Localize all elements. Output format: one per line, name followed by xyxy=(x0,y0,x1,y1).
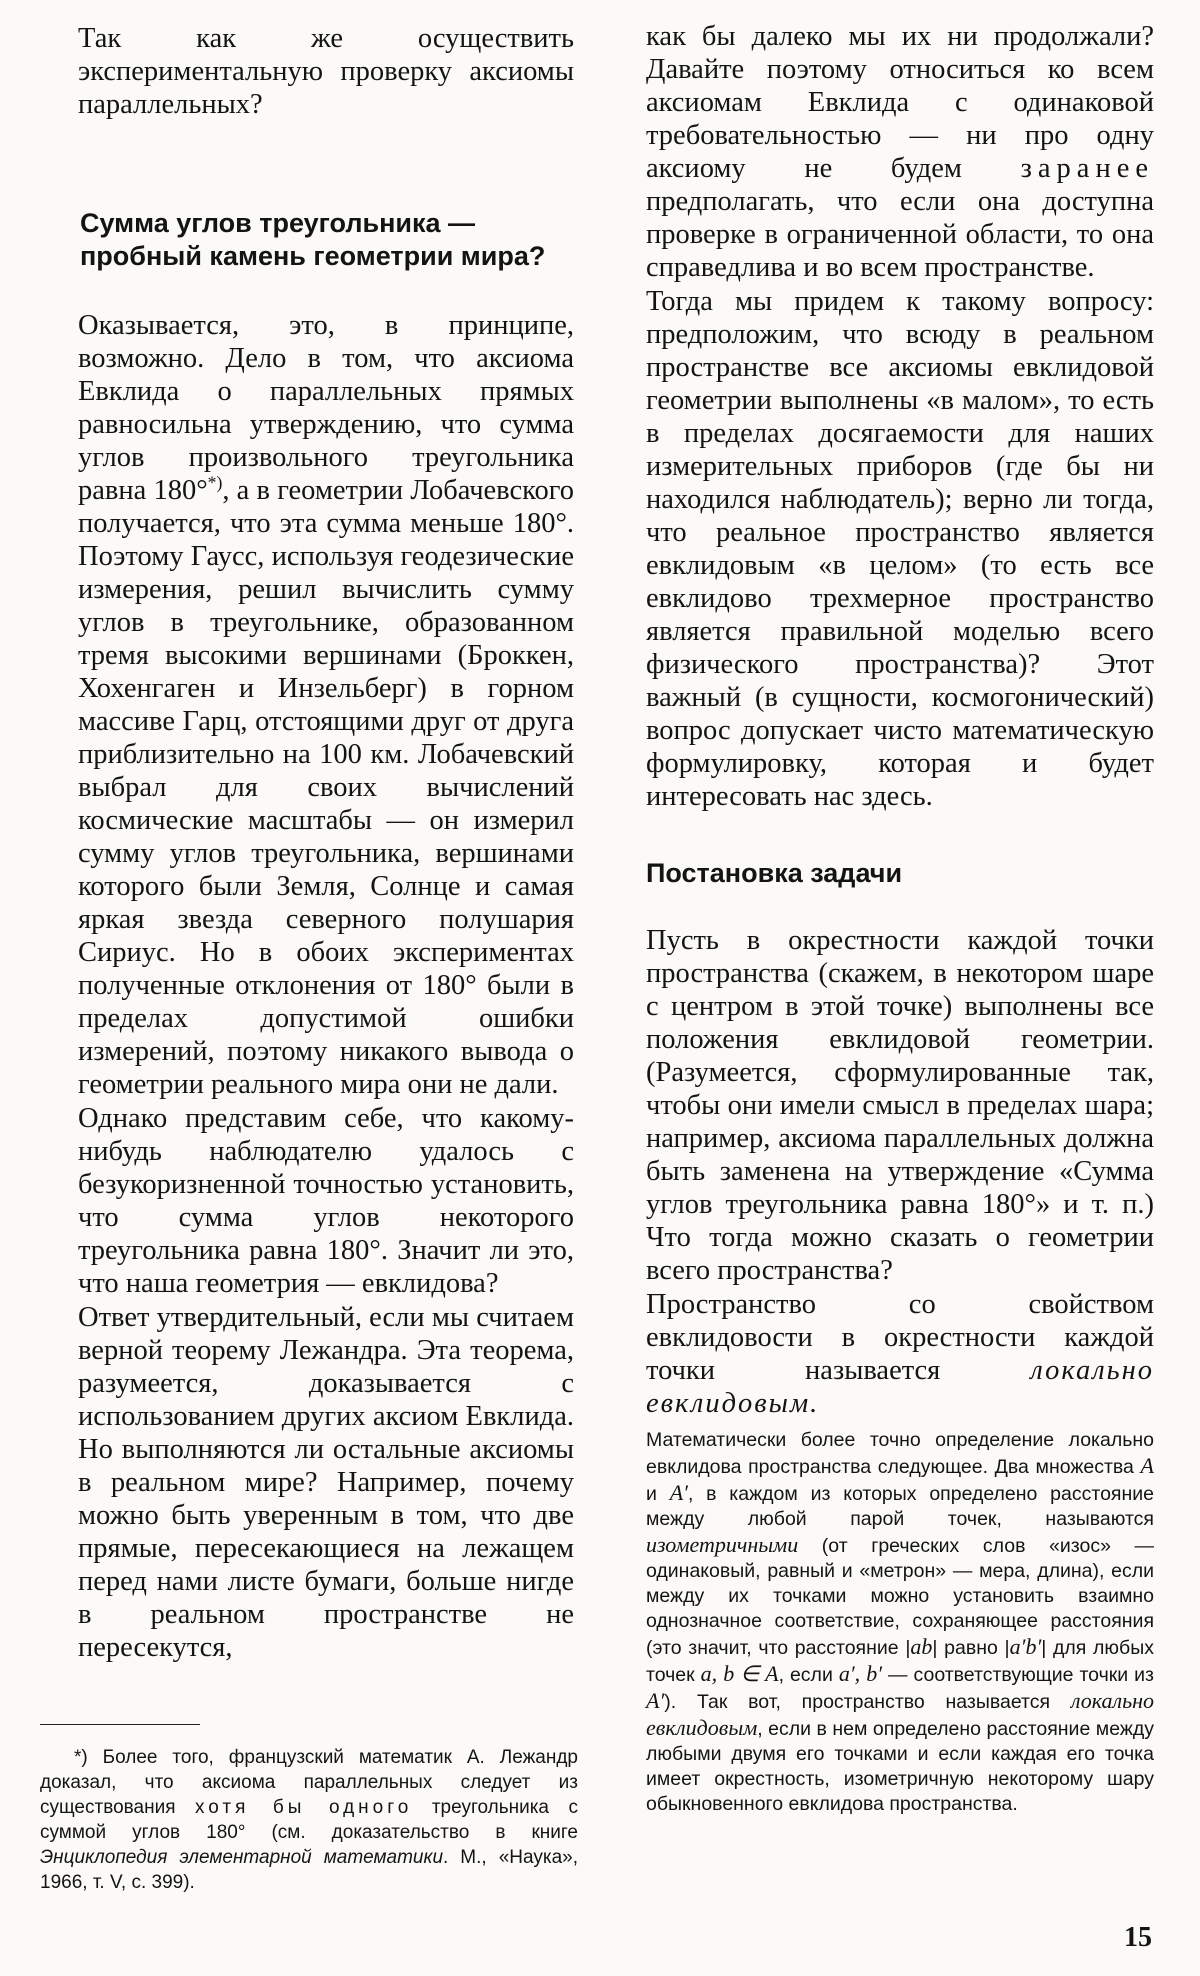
math-symbol: a, b ∈ A xyxy=(700,1661,779,1686)
small-text: , в каждом из которых определено расстояние между любой парой точек, называются xyxy=(646,1483,1154,1530)
small-text: ). Так вот, пространство называется xyxy=(664,1691,1071,1713)
footnote-mark: *) xyxy=(74,1747,88,1768)
footnote xyxy=(40,1745,578,1895)
paragraph-answer-text: Ответ утвердительный, если мы считаем верной теорему Лежандра. Эта теорема, разумеется, доказывается с использованием других аксиом Евклида. Но выполняются ли остальные аксиомы в реальном мире? Например, почему можно быть уверенным в том, что две прямые, пересекающиеся на лежащем перед нами листе бумаги, больше нигде в реальном пространстве не пересекутся, xyxy=(78,1302,574,1663)
paragraph-question xyxy=(646,285,1154,813)
footnote-marker: *) xyxy=(207,472,223,493)
paragraph-observer-text: Однако представим себе, что какому-нибудь наблюдателю удалось с безукоризненной точностью установить, что сумма углов некоторого треугольника равна 180°. Значит ли это, что наша геометрия — евклидова? xyxy=(78,1103,574,1299)
problem-text: Пусть в окрестности каждой точки пространства (скажем, в некотором шаре с центром в этой точке) выполнены все положения евклидовой геометрии. (Разумеется, сформулированные так, чтобы они имели смысл в пределах шара; например, аксиома параллельных должна быть заменена на утверждение «Сумма углов треугольника равна 180°» и т. п.) Что тогда можно сказать о геометрии всего пространства? xyxy=(646,925,1154,1286)
paragraph-definition xyxy=(646,1288,1154,1420)
footnote-book-title: Энциклопедия элементарной математики xyxy=(40,1847,444,1868)
left-column xyxy=(78,22,574,1664)
question-text: Тогда мы придем к такому вопросу: предположим, что всюду в реальном пространстве все аксиомы евклидовой геометрии выполнены «в малом», то есть в пределах досягаемости для наших измерительных приборов (где бы ни находился наблюдатель); верно ли тогда, что реальное пространство является евклидовым «в целом» (то есть все евклидово трехмерное пространство является правильной моделью всего физического пространства)? Этот важный (в сущности, космогонический) вопрос допускает чисто математическую формулировку, которая и будет интересовать нас здесь. xyxy=(646,286,1154,812)
footnote-text: Более того, французский математик А. Лежандр доказал, что аксиома параллельных следует из существования xyxy=(40,1747,578,1818)
math-symbol: a′b′ xyxy=(1009,1634,1042,1659)
small-text: | равно | xyxy=(932,1637,1010,1659)
math-symbol: A′ xyxy=(646,1688,665,1713)
math-symbol: a′, b′ xyxy=(838,1661,883,1686)
small-text: и xyxy=(646,1483,670,1505)
definition-text: Пространство со свойством евклидовости в окрестности каждой точки называется xyxy=(646,1289,1154,1386)
small-text: — соответствующие точки из xyxy=(882,1664,1154,1686)
footnote-text: треугольника с суммой углов 180° (см. доказательство в книге xyxy=(40,1797,578,1843)
italic-term: локально евклидовым. xyxy=(646,1355,1154,1419)
intro-paragraph xyxy=(78,22,574,121)
footnote-text: . М., «Наука», 1966, т. V, с. 399). xyxy=(40,1847,578,1893)
intro-text: Так как же осуществить экспериментальную проверку аксиомы параллельных? xyxy=(78,23,574,120)
paragraph-text-b: , а в геометрии Лобачевского получается, что эта сумма меньше 180°. Поэтому Гаусс, используя геодезические измерения, решил вычислить сумму углов в треугольнике, образованном тремя высокими вершинами (Броккен, Хохенгаген и Инзельберг) в горном массиве Гарц, отстоящими друг от друга приблизительно на 100 км. Лобачевский выбрал для своих вычислений космические масштабы — он измерил сумму углов треугольника, вершинами которого были Земля, Солнце и самая яркая звезда северного полушария Сириус. Но в обоих экспериментах полученные отклонения от 180° были в пределах допустимой ошибки измерений, поэтому никакого вывода о геометрии реального мира они не дали. xyxy=(78,475,575,1100)
section-heading-triangle: Сумма углов треугольника — пробный камень геометрии мира? xyxy=(80,208,546,271)
math-symbol: ab xyxy=(910,1634,933,1659)
section-heading-problem: Постановка задачи xyxy=(646,858,903,888)
math-symbol: A′ xyxy=(669,1480,688,1505)
italic-term: локально евклидовым xyxy=(646,1688,1154,1740)
paragraph-answer xyxy=(78,1301,574,1664)
paragraph-text-a: Оказывается, это, в принципе, возможно. Дело в том, что аксиома Евклида о параллельных прямых равносильна утверждению, что сумма углов произвольного треугольника равна 180° xyxy=(78,310,574,506)
small-text: , если xyxy=(778,1664,839,1686)
continuation-text-b: предполагать, что если она доступна проверке в ограниченной области, то она справедлива и во всем пространстве. xyxy=(646,186,1154,283)
page-number: 15 xyxy=(1124,1922,1152,1953)
paragraph-continuation xyxy=(646,20,1154,284)
paragraph-observer xyxy=(78,1102,574,1300)
paragraph-problem xyxy=(646,924,1154,1287)
right-column xyxy=(646,20,1154,1817)
small-text: | для любых точек xyxy=(646,1637,1154,1686)
spaced-emphasis: заранее xyxy=(1020,153,1154,184)
small-text: Математически более точно определение локально евклидова пространства следующее. Два множества xyxy=(646,1429,1154,1478)
math-symbol: A xyxy=(1140,1453,1154,1478)
italic-term: изометричными xyxy=(646,1532,799,1557)
small-print-definition xyxy=(646,1428,1154,1817)
small-text: , если в нем определено расстояние между любыми двумя его точками и если каждая его точка имеет окрестность, изометричную некоторому шару обыкновенного евклидова пространства. xyxy=(646,1718,1154,1815)
footnote-divider xyxy=(40,1724,200,1725)
small-text: (от греческих слов «изос» — одинаковый, равный и «метрон» — мера, длина), если между их точками можно установить взаимно однозначное соответствие, сохраняющее расстояния (это значит, что расстояние | xyxy=(646,1535,1154,1659)
continuation-text-a: как бы далеко мы их ни продолжали? Давайте поэтому относиться ко всем аксиомам Евклида с одинаковой требовательностью — ни про одну аксиому не будем xyxy=(646,21,1154,184)
paragraph-legendre-gauss xyxy=(78,309,574,1101)
footnote-spaced-emphasis: хотя бы одного xyxy=(194,1797,413,1818)
